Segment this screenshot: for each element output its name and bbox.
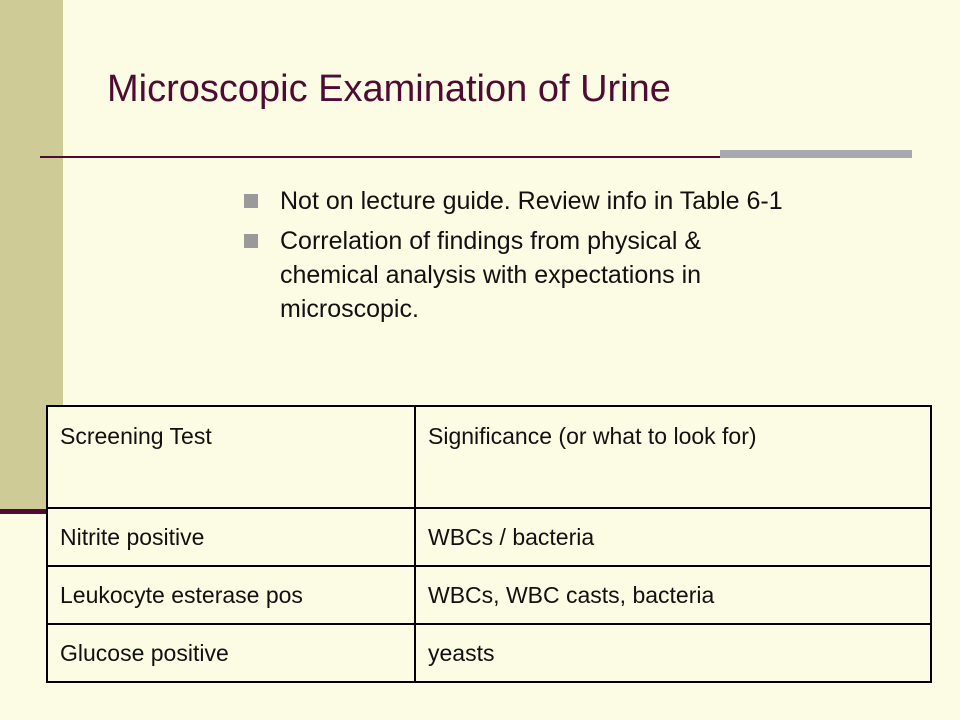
table-cell-significance: WBCs / bacteria — [415, 508, 931, 566]
bullet-item — [244, 224, 804, 326]
table-cell-test: Leukocyte esterase pos — [47, 566, 415, 624]
table-cell-significance: yeasts — [415, 624, 931, 682]
bullet-item — [244, 184, 804, 218]
header-significance: Significance (or what to look for) — [415, 406, 931, 508]
table-cell-test: Nitrite positive — [47, 508, 415, 566]
table-cell-significance: WBCs, WBC casts, bacteria — [415, 566, 931, 624]
bullet-text: Correlation of findings from physical & chemical analysis with expectations in microscopic. — [280, 227, 702, 323]
table-header-row — [47, 406, 931, 508]
square-bullet-icon — [244, 234, 258, 248]
square-bullet-icon — [244, 194, 258, 208]
table-row — [47, 624, 931, 682]
bullet-text: Not on lecture guide. Review info in Table 6-1 — [280, 187, 783, 215]
table-cell-test: Glucose positive — [47, 624, 415, 682]
table-row — [47, 566, 931, 624]
bullet-list — [244, 184, 804, 332]
slide-title: Microscopic Examination of Urine — [107, 68, 671, 110]
table-row — [47, 508, 931, 566]
title-divider-bar — [720, 150, 912, 158]
header-screening-test: Screening Test — [47, 406, 415, 508]
screening-table — [46, 405, 932, 683]
